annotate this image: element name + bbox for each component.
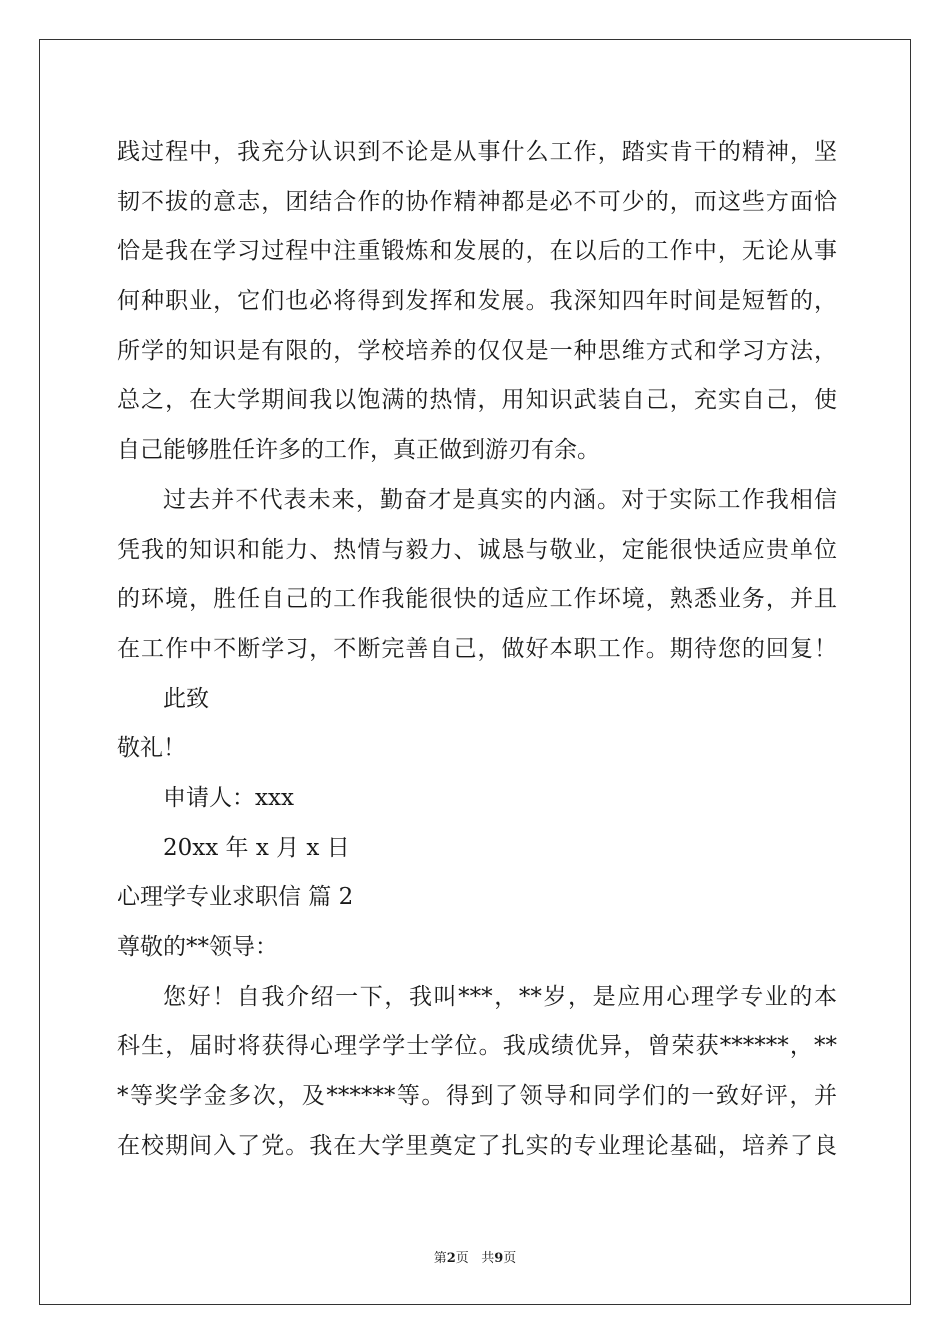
paragraph-start-line: 您好！自我介绍一下，我叫***，**岁，是应用心理学专业的本 xyxy=(163,983,837,1010)
page-suffix: 页 xyxy=(455,1251,469,1266)
page-prefix: 第 xyxy=(433,1251,447,1266)
text-line: *等奖学金多次，及******等。得到了领导和同学们的一致好评，并 xyxy=(117,1083,837,1110)
page-footer xyxy=(0,1247,950,1266)
text-line: 践过程中，我充分认识到不论是从事什么工作，踏实肯干的精神，坚 xyxy=(117,139,837,165)
text-line: 韧不拔的意志，团结合作的协作精神都是必不可少的，而这些方面恰 xyxy=(117,188,837,215)
text-line: 的环境，胜任自己的工作我能很快的适应工作坏境，熟悉业务，并且 xyxy=(117,586,837,613)
total-prefix: 共 xyxy=(481,1251,495,1266)
closing-regards: 敬礼！ xyxy=(117,735,186,762)
letter-greeting: 尊敬的**领导： xyxy=(117,934,278,960)
applicant-signature: 申请人：xxx xyxy=(163,784,294,811)
closing-salutation: 此致 xyxy=(163,685,209,712)
text-line: 科生，届时将获得心理学学士学位。我成绩优异，曾荣获******，** xyxy=(117,1033,837,1060)
document-body xyxy=(117,128,837,1171)
text-line: 凭我的知识和能力、热情与毅力、诚恳与敬业，定能很快适应贵单位 xyxy=(117,536,837,563)
text-line: 在工作中不断学习，不断完善自己，做好本职工作。期待您的回复！ xyxy=(117,635,837,662)
text-line: 自己能够胜任许多的工作，真正做到游刃有余。 xyxy=(117,437,600,464)
text-line: 所学的知识是有限的，学校培养的仅仅是一种思维方式和学习方法， xyxy=(117,337,837,364)
section-heading: 心理学专业求职信 篇 2 xyxy=(117,884,354,911)
text-line: 在校期间入了党。我在大学里奠定了扎实的专业理论基础，培养了良 xyxy=(117,1132,837,1159)
letter-date: 20xx 年 x 月 x 日 xyxy=(163,834,350,861)
total-pages: 9 xyxy=(494,1251,504,1266)
page-number: 2 xyxy=(446,1251,456,1266)
total-suffix: 页 xyxy=(503,1251,517,1266)
text-line: 何种职业，它们也必将得到发挥和发展。我深知四年时间是短暂的， xyxy=(117,288,837,315)
paragraph-start-line: 过去并不代表未来，勤奋才是真实的内涵。对于实际工作我相信 xyxy=(163,486,837,513)
text-line: 总之，在大学期间我以饱满的热情，用知识武装自己，充实自己，使 xyxy=(117,387,837,414)
text-line: 恰是我在学习过程中注重锻炼和发展的，在以后的工作中，无论从事 xyxy=(117,238,837,265)
